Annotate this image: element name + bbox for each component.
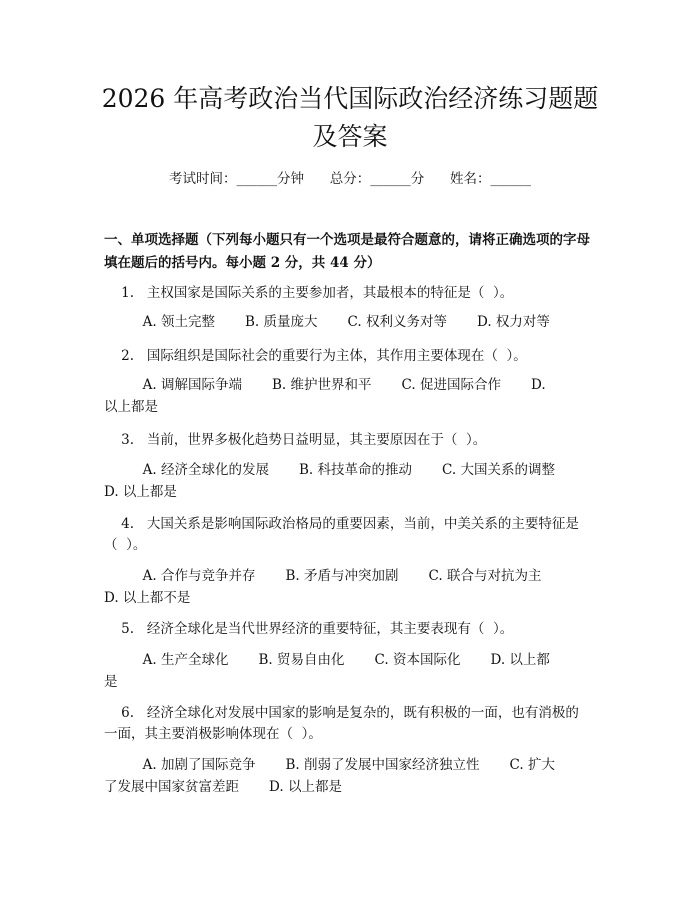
title-line-2: 及答案 — [312, 122, 388, 151]
section-heading: 一、单项选择题（下列每小题只有一个选项是最符合题意的，请将正确选项的字母填在题后的括号内。每小题 2 分，共 44 分） — [104, 232, 590, 271]
question-2-options: A. 调解国际争端 B. 维护世界和平 C. 促进国际合作 D. — [104, 377, 546, 393]
question-6-options: A. 加剧了国际竞争 B. 削弱了发展中国家经济独立性 C. 扩大 — [104, 757, 555, 773]
question-6: 6. 经济全球化对发展中国家的影响是复杂的，既有积极的一面，也有消极的 — [104, 705, 579, 721]
exam-info-line: 考试时间：______分钟 总分：______分 姓名：______ — [169, 171, 531, 187]
question-6-options-cont: 了发展中国家贫富差距 D. 以上都是 — [104, 779, 342, 795]
question-4-cont: （ ）。 — [104, 537, 147, 553]
question-2: 2. 国际组织是国际社会的重要行为主体，其作用主要体现在（ ）。 — [104, 348, 527, 364]
question-3-options-cont: D. 以上都是 — [104, 484, 177, 500]
question-1: 1. 主权国家是国际关系的主要参加者，其最根本的特征是（ ）。 — [104, 285, 514, 301]
title-line-1: 2026 年高考政治当代国际政治经济练习题题 — [101, 84, 599, 113]
document-title — [95, 80, 605, 156]
question-6-cont: 一面，其主要消极影响体现在（ ）。 — [104, 726, 322, 742]
question-1-options: A. 领土完整 B. 质量庞大 C. 权利义务对等 D. 权力对等 — [104, 314, 550, 330]
question-4-options: A. 合作与竞争并存 B. 矛盾与冲突加剧 C. 联合与对抗为主 — [104, 568, 542, 584]
question-3-options: A. 经济全球化的发展 B. 科技革命的推动 C. 大国关系的调整 — [104, 462, 555, 478]
question-5-options: A. 生产全球化 B. 贸易自由化 C. 资本国际化 D. 以上都 — [104, 652, 550, 668]
question-4-options-cont: D. 以上都不是 — [104, 590, 191, 606]
question-4: 4. 大国关系是影响国际政治格局的重要因素，当前，中美关系的主要特征是 — [104, 516, 579, 532]
question-3: 3. 当前，世界多极化趋势日益明显，其主要原因在于（ ）。 — [104, 432, 487, 448]
question-5-options-cont: 是 — [104, 674, 118, 690]
question-5: 5. 经济全球化是当代世界经济的重要特征，其主要表现有（ ）。 — [104, 621, 514, 637]
question-2-options-cont: 以上都是 — [104, 399, 158, 415]
